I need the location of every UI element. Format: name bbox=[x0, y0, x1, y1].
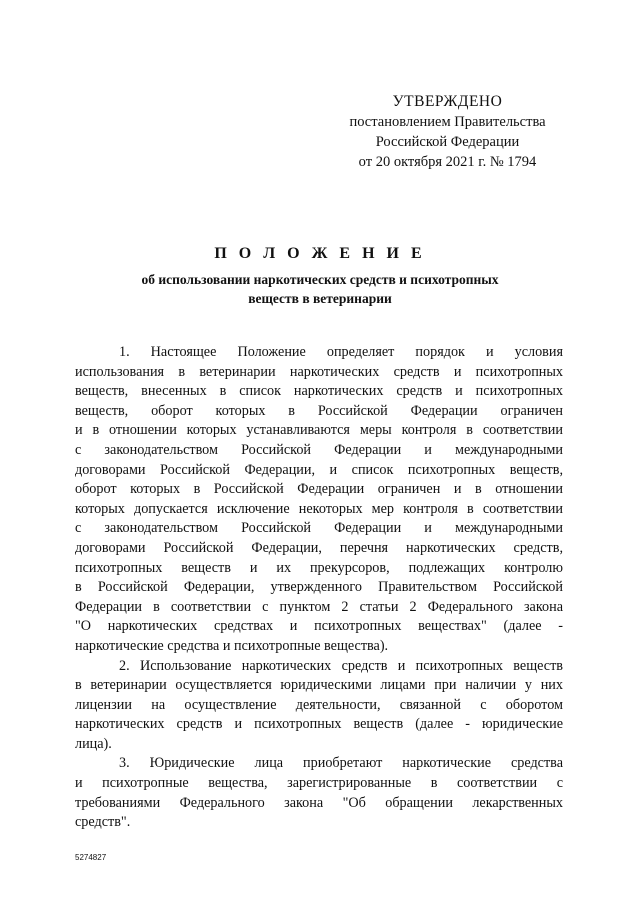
paragraph-line: "О наркотических средствах и психотропных веществах" (далее - bbox=[75, 618, 563, 635]
subtitle-line: веществ в ветеринарии bbox=[248, 291, 392, 306]
paragraph bbox=[75, 657, 563, 755]
approval-title: УТВЕРЖДЕНО bbox=[392, 93, 503, 110]
paragraph-line: лица). bbox=[75, 735, 112, 752]
paragraph-line: договорами Российской Федерации, и список психотропных веществ, bbox=[75, 461, 563, 478]
paragraph-line: 3. Юридические лица приобретают наркотические средства bbox=[119, 755, 563, 772]
paragraph-line: в ветеринарии осуществляется юридическими лицами при наличии у них bbox=[75, 677, 563, 694]
paragraph-line: средств". bbox=[75, 814, 131, 831]
document-body bbox=[75, 343, 563, 833]
paragraph-line: 2. Использование наркотических средств и психотропных веществ bbox=[119, 657, 563, 674]
paragraph-line: веществ, внесенных в список наркотических средств и психотропных bbox=[75, 383, 563, 400]
paragraph-line: и психотропные вещества, зарегистрированные в соответствии с bbox=[75, 775, 563, 792]
paragraph-line: использования в ветеринарии наркотических средств и психотропных bbox=[75, 363, 563, 380]
document-number: 5274827 bbox=[75, 853, 107, 862]
paragraph-line: 1. Настоящее Положение определяет порядок и условия bbox=[119, 344, 563, 360]
approval-line: Российской Федерации bbox=[375, 134, 520, 150]
paragraph-line: наркотических средств и психотропных веществ (далее - юридические bbox=[75, 716, 563, 733]
document-title: П О Л О Ж Е Н И Е bbox=[214, 245, 426, 262]
document-subtitle bbox=[80, 270, 560, 308]
paragraph-line: лицензии на осуществление деятельности, связанной с оборотом bbox=[75, 696, 563, 713]
paragraph-line: с законодательством Российской Федерации и международными bbox=[75, 441, 563, 458]
paragraph-line: оборот которых в Российской Федерации ограничен и в отношении bbox=[75, 481, 563, 498]
paragraph bbox=[75, 754, 563, 832]
paragraph-line: наркотические средства и психотропные вещества). bbox=[75, 637, 389, 654]
approval-stamp bbox=[340, 92, 555, 172]
approval-line: постановлением Правительства bbox=[349, 114, 546, 130]
paragraph bbox=[75, 343, 563, 657]
paragraph-line: психотропных веществ и их прекурсоров, подлежащих контролю bbox=[75, 559, 563, 576]
paragraph-line: и в отношении которых устанавливаются меры контроля в соответствии bbox=[75, 422, 563, 439]
paragraph-line: требованиями Федерального закона "Об обращении лекарственных bbox=[75, 794, 563, 811]
paragraph-line: Федерации в соответствии с пунктом 2 статьи 2 Федерального закона bbox=[75, 598, 563, 615]
subtitle-line: об использовании наркотических средств и психотропных bbox=[141, 272, 499, 287]
paragraph-line: с законодательством Российской Федерации и международными bbox=[75, 520, 563, 537]
paragraph-line: договорами Российской Федерации, перечня наркотических средств, bbox=[75, 539, 563, 556]
approval-date: от 20 октября 2021 г. № 1794 bbox=[358, 154, 537, 170]
paragraph-line: веществ, оборот которых в Российской Федерации ограничен bbox=[75, 402, 563, 419]
paragraph-line: в Российской Федерации, утвержденного Правительством Российской bbox=[75, 579, 563, 596]
document-heading bbox=[80, 244, 560, 308]
paragraph-line: которых допускается исключение некоторых мер контроля в соответствии bbox=[75, 500, 563, 517]
